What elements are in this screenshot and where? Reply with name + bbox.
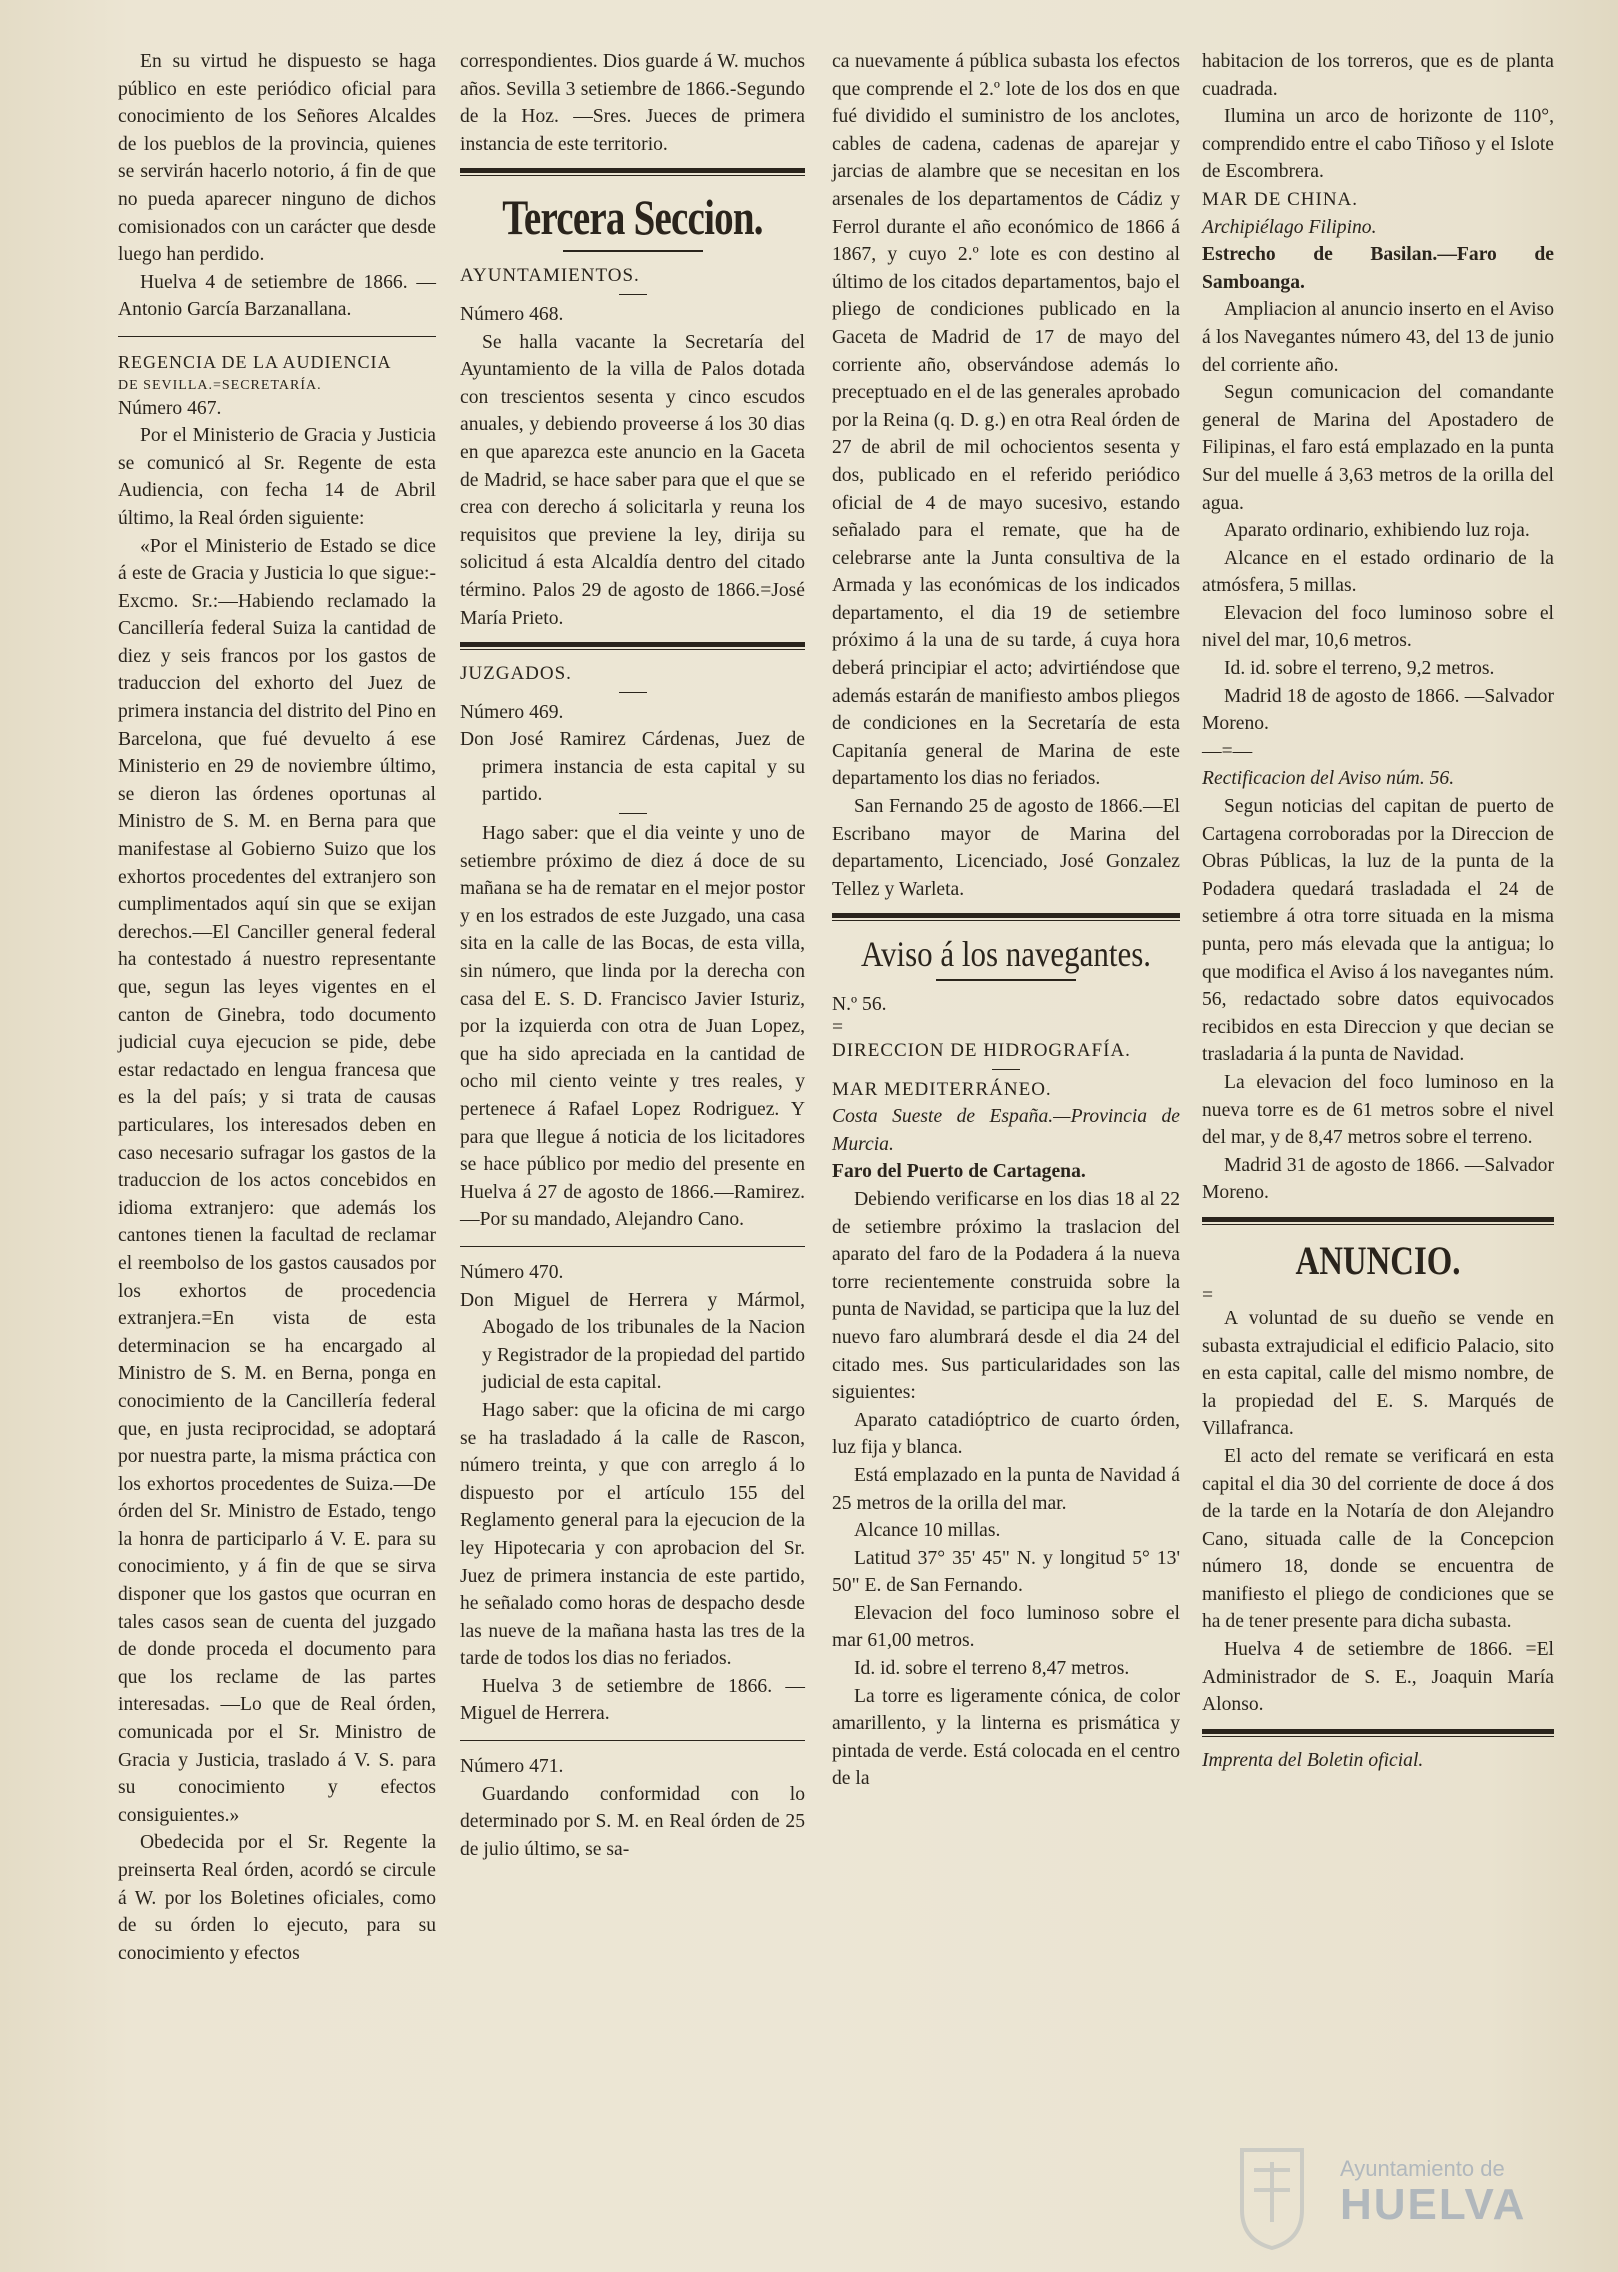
paragraph: ca nuevamente á pública subasta los efectos que comprende el 2.º lote de los dos en que fué dividido el suministro de los anclotes, cables de cadena, cadenas de aparejar y jarcias de alambre que se necesitan en los arsenales de los departamentos de Cádiz y Ferrol durante el año económico de 1866 á 1867, y cuyo 2.º lote es con destino al último de los citados departamentos, bajo el pliego de condiciones publicado en la Gaceta de Madrid de 17 de mayo del corriente año, observándose además lo preceptuado en el de las generales aprobado por la Reina (q. D. g.) en otra Real órden de 27 de abril de mil ochocientos sesenta y dos, publicado en el referido periódico oficial de 4 de mayo sucesivo, estando señalado para el remate, que ha de celebrarse ante la Junta consultiva de la Armada y las económicas de los indicados departamento, el dia 19 de setiembre próximo á la una de su tarde, á cuya hora deberá principiar el acto; advirtiéndose que además estarán de manifiesto ambos pliegos de condiciones en la Secretaría de esta Capitanía general de Marina de este departamento los dias no feriados. — [832, 51, 1180, 790]
paragraph: Ampliacion al anuncio inserto en el Aviso á los Navegantes número 43, del 13 de junio del corriente año. — [1202, 299, 1554, 376]
ornament — [936, 979, 1076, 981]
column-2 — [460, 48, 805, 1863]
paragraph: Por el Ministerio de Gracia y Justicia se comunicó al Sr. Regente de esta Audiencia, con fecha 14 de Abril último, la Real órden siguiente: — [118, 425, 436, 529]
section-title: ANUNCIO. — [1295, 1237, 1461, 1283]
divider — [460, 1740, 805, 1741]
section-header: REGENCIA DE LA AUDIENCIA — [118, 351, 392, 372]
paragraph: Aparato catadióptrico de cuarto órden, luz fija y blanca. — [832, 1409, 1180, 1459]
double-dash: = — [1202, 1284, 1214, 1306]
signature: Huelva 4 de setiembre de 1866. —Antonio García Barzanallana. — [118, 271, 436, 321]
ornament — [563, 250, 703, 252]
watermark-line1: Ayuntamiento de — [1340, 2156, 1505, 2181]
paragraph: Guardando conformidad con lo determinado por S. M. en Real órden de 25 de julio último, se sa- — [460, 1783, 805, 1860]
notice-number: Número 469. — [460, 701, 564, 723]
paragraph: La torre es ligeramente cónica, de color amarillento, y la linterna es prismática y pintada de verde. Está colocada en el centro de la — [832, 1685, 1180, 1790]
paragraph: En su virtud he dispuesto se haga público en este periódico oficial para conocimiento de los Señores Alcaldes de los pueblos de la provincia, quienes se servirán hacerlo notorio, á fin de que no pueda aparecer ninguno de dichos comisionados con un carácter que desde luego han perdido. — [118, 51, 436, 266]
rectification-title: Rectificacion del Aviso núm. 56. — [1202, 768, 1455, 790]
sea-title: MAR DE CHINA. — [1202, 188, 1359, 210]
notice-number: Número 471. — [460, 1756, 564, 1778]
divider — [832, 913, 1180, 921]
paragraph: Se halla vacante la Secretaría del Ayuntamiento de la villa de Palos dotada con trescientos sesenta y cinco escudos anuales, y debiendo proveerse á los 30 dias en que aparezca este anuncio en la Gaceta de Madrid, se hace saber para que el que se crea con derecho á solicitarla y reuna los requisitos que previene la ley, dirija su solicitud á esta Alcaldía dentro del citado término. Palos 29 de agosto de 1866.=José María Prieto. — [460, 331, 805, 629]
signature: San Fernando 25 de agosto de 1866.—El Escribano mayor de Marina del departamento, Licenciado, José Gonzalez Tellez y Warleta. — [832, 796, 1180, 900]
paragraph: Aparato ordinario, exhibiendo luz roja. — [1224, 520, 1530, 542]
paragraph: correspondientes. Dios guarde á W. muchos años. Sevilla 3 setiembre de 1866.-Segundo de la Hoz. —Sres. Jueces de primera instancia de este territorio. — [460, 51, 805, 155]
paragraph: Debiendo verificarse en los dias 18 al 22 de setiembre próximo la traslacion del aparato del faro de la Podadera á la nueva torre recientemente construida sobre la punta de Navidad, se participa que la luz del nuevo faro alumbrará desde el dia 24 del citado mes. Sus particularidades son las siguientes: — [832, 1188, 1180, 1404]
watermark-line2: HUELVA — [1340, 2180, 1527, 2229]
divider — [460, 168, 805, 176]
double-dash: = — [832, 1017, 844, 1038]
dash — [619, 294, 647, 295]
notice-number: Número 470. — [460, 1261, 564, 1283]
paragraph: Ilumina un arco de horizonte de 110°, comprendido entre el cabo Tiñoso y el Islote de Escombrera. — [1202, 106, 1554, 183]
paragraph: «Por el Ministerio de Estado se dice á este de Gracia y Justicia lo que sigue:-Excmo. Sr.:—Habiendo reclamado la Cancillería federal Suiza la cantidad de diez y seis francos por los gastos de traduccion del exhorto del Juez de primera instancia del distrito del Pino en Barcelona, que fué devuelto á ese Ministerio en 29 de noviembre último, se dieron las órdenes oportunas al Ministro de S. M. en Berna para que manifestase al Gobierno Suizo que los exhortos procedentes del extranjero son cumplimentados aquí sin que se exijan derechos.—El Canciller general federal ha contestado á nuestro representante que, segun las leyes vigentes en el canton de Ginebra, todo documento judicial cuya ejecucion se pide, debe estar redactado en lengua francesa que es la del país; y si trata de causas particulares, los interesados deben en caso necesario sufragar los gastos de la traduccion de los actos concebidos en idioma extranjero: que además los cantones tienen la facultad de reclamar el reembolso de los gastos causados por los exhortos de procedencia extranjera.=En vista de esta determinacion se ha encargado al Ministro de S. M. en Berna, ponga en conocimiento de la Cancillería federal que, en justa reciprocidad, se adoptará por nuestra parte, la misma práctica con los exhortos procedentes de Suiza.—De órden del Sr. Ministro de Estado, tengo la honra de participarlo á V. E. para su conocimiento, y á fin de que se sirva disponer que los gastos que ocurran en tales casos sean de cuenta del juzgado de donde proceda el documento para que los reclame de las partes interesadas. —Lo que de Real órden, comunicada por el Sr. Ministro de Gracia y Justicia, traslado á V. S. para su conocimiento y efectos consiguientes.» — [118, 535, 436, 1826]
lighthouse-title: Faro del Puerto de Cartagena. — [832, 1161, 1086, 1183]
paragraph: Segun comunicacion del comandante general de Marina del Apostadero de Filipinas, el faro está emplazado en la punta Sur del muelle á 3,63 metros de la orilla del agua. — [1202, 382, 1554, 514]
signature: Madrid 18 de agosto de 1866. —Salvador Moreno. — [1202, 685, 1554, 735]
divider — [1202, 1217, 1554, 1225]
paragraph: Obedecida por el Sr. Regente la preinserta Real órden, acordó se circule á W. por los Boletines oficiales, como de su órden lo ejecuto, para su conocimiento y efectos — [118, 1832, 436, 1964]
dash — [992, 1069, 1020, 1070]
notice-heading: Don Miguel de Herrera y Mármol, Abogado de los tribunales de la Nacion y Registrador de la propiedad del partido judicial de esta capital. — [460, 1289, 805, 1394]
divider — [460, 642, 805, 650]
paragraph: A voluntad de su dueño se vende en subasta extrajudicial el edificio Palacio, sito en esta capital, calle del mismo nombre, de la propiedad del E. S. Marqués de Villafranca. — [1202, 1307, 1554, 1440]
paragraph: Latitud 37° 35' 45" N. y longitud 5° 13' 50" E. de San Fernando. — [832, 1547, 1180, 1597]
paragraph: Alcance 10 millas. — [854, 1520, 1001, 1542]
notice-number: Número 468. — [460, 303, 564, 325]
notice-number: N.º 56. — [832, 994, 887, 1016]
divider-mark: —=— — [1202, 740, 1253, 762]
sea-title: MAR MEDITERRÁNEO. — [832, 1078, 1052, 1100]
paragraph: Hago saber: que el dia veinte y uno de setiembre próximo de diez á doce de su mañana se ha de rematar en el mejor postor y en los estrados de este Juzgado, una casa sita en la calle de las Bocas, de esta villa, sin número, que linda por la derecha con casa del E. S. D. Francisco Javier Isturiz, por la izquierda con otra de Juan Lopez, que ha sido apreciada en la cantidad de ocho mil ciento veinte y tres reales, y pertenece á Rafael Lopez Rodriguez. Y para que llegue á noticia de los licitadores se hace público por medio del presente en Huelva á 27 de agosto de 1866.—Ramirez.—Por su mandado, Alejandro Cano. — [460, 823, 805, 1231]
paragraph: Id. id. sobre el terreno, 9,2 metros. — [1224, 658, 1495, 680]
column-3 — [832, 48, 1180, 1793]
paragraph: Id. id. sobre el terreno 8,47 metros. — [854, 1658, 1130, 1680]
paragraph: Elevacion del foco luminoso sobre el nivel del mar, 10,6 metros. — [1202, 602, 1554, 652]
paragraph: Está emplazado en la punta de Navidad á 25 metros de la orilla del mar. — [832, 1464, 1180, 1514]
section-subheader: DE SEVILLA.=SECRETARÍA. — [118, 377, 322, 393]
paragraph: Elevacion del foco luminoso sobre el mar 61,00 metros. — [832, 1602, 1180, 1652]
signature: Madrid 31 de agosto de 1866. —Salvador Moreno. — [1202, 1154, 1554, 1204]
signature: Huelva 3 de setiembre de 1866. —Miguel de Herrera. — [460, 1675, 805, 1725]
lighthouse-title: Estrecho de Basilan.—Faro de Samboanga. — [1202, 244, 1554, 293]
archipelago: Archipiélago Filipino. — [1202, 216, 1377, 238]
paragraph: Alcance en el estado ordinario de la atmósfera, 5 millas. — [1202, 547, 1554, 597]
section-title: Tercera Seccion. — [502, 189, 763, 246]
paragraph: Hago saber: que la oficina de mi cargo se ha trasladado á la calle de Rascon, número treinta, y que con arreglo á lo dispuesto por el artículo 155 del Reglamento general para la ejecucion de la ley Hipotecaria y con aprobacion del Sr. Juez de primera instancia de este partido, he señalado como horas de despacho desde las nueve de la mañana hasta las tres de la tarde de todos los dias no feriados. — [460, 1399, 805, 1670]
dash — [619, 813, 647, 814]
printer-note: Imprenta del Boletin oficial. — [1202, 1749, 1424, 1771]
coast-line: Costa Sueste de España.—Provincia de Murcia. — [832, 1106, 1180, 1155]
signature: Huelva 4 de setiembre de 1866. =El Administrador de S. E., Joaquin María Alonso. — [1202, 1639, 1554, 1716]
notice-number: Número 467. — [118, 397, 222, 419]
column-4 — [1202, 48, 1554, 1774]
paragraph: El acto del remate se verificará en esta capital el dia 30 del corriente de doce á dos de la tarde en la Notaría de don Alejandro Cano, situada calle de la Concepcion número 18, donde se encuentra de manifiesto el pliego de condiciones que se ha de tener presente para dicha subasta. — [1202, 1445, 1554, 1633]
paragraph: habitacion de los torreros, que es de planta cuadrada. — [1202, 51, 1554, 100]
divider — [460, 1246, 805, 1247]
column-1 — [118, 48, 436, 1967]
divider — [1202, 1729, 1554, 1737]
dash — [619, 692, 647, 693]
section-title: Aviso á los navegantes. — [860, 934, 1152, 975]
divider — [118, 336, 436, 337]
notice-heading: Don José Ramirez Cárdenas, Juez de primera instancia de esta capital y su partido. — [460, 729, 805, 806]
paragraph: La elevacion del foco luminoso en la nueva torre es de 61 metros sobre el nivel del mar, y de 8,47 metros sobre el terreno. — [1202, 1071, 1554, 1149]
paragraph: Segun noticias del capitan de puerto de Cartagena corroboradas por la Direccion de Obras Públicas, la luz de la punta de la Podadera quedará trasladada el 24 de setiembre á otra torre situada en la misma punta, pero más elevada que la antigua; lo que modifica el Aviso á los navegantes núm. 56, redactado sobre datos equivocados recibidos en esta Direccion y que decian se trasladaria á la punta de Navidad. — [1202, 796, 1554, 1066]
subsection-title: AYUNTAMIENTOS. — [460, 265, 640, 287]
subsection-title: JUZGADOS. — [460, 663, 572, 685]
subsection-title: DIRECCION DE HIDROGRAFÍA. — [832, 1040, 1131, 1061]
